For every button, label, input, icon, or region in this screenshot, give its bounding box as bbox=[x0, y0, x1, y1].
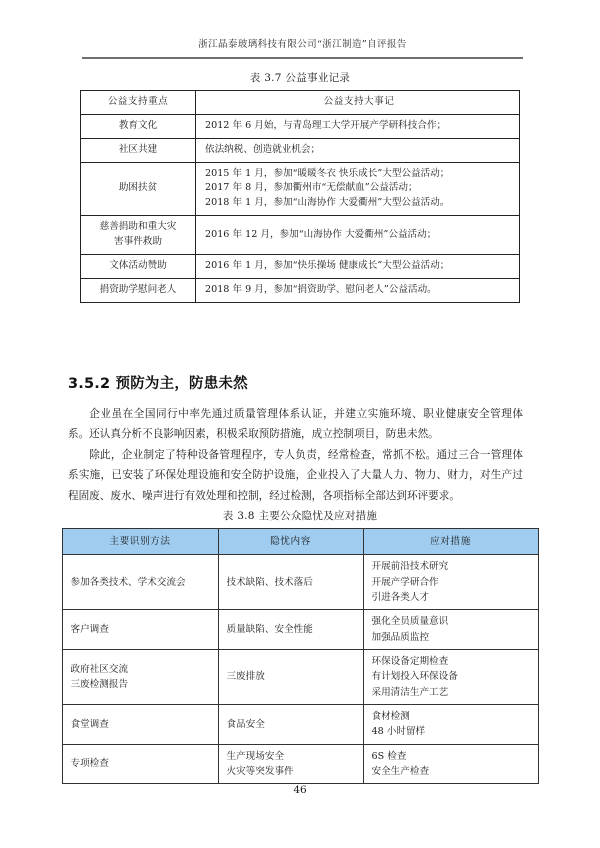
section-heading: 3.5.2 预防为主，防患未然 bbox=[68, 376, 248, 392]
table-row bbox=[81, 278, 520, 302]
table-37-value bbox=[196, 216, 520, 255]
event-line: 2017 年 8 月，参加衢州市“无偿献血”公益活动； bbox=[205, 182, 418, 194]
table-38-header-concern: 隐忧内容 bbox=[218, 529, 363, 555]
table-37-value bbox=[196, 162, 520, 216]
table-37-header-key: 公益支持重点 bbox=[81, 91, 196, 115]
table-38-method bbox=[62, 555, 218, 610]
table-38-measure bbox=[363, 555, 538, 610]
body-paragraph-2-wrap bbox=[68, 445, 523, 506]
table-38-concern bbox=[218, 555, 363, 610]
table-37-value bbox=[196, 114, 520, 138]
table-37-key: 捐资助学慰问老人 bbox=[81, 278, 196, 302]
table-37-caption: 表 3.7 公益事业记录 bbox=[249, 72, 351, 84]
event-line: 依法纳税、创造就业机会； bbox=[205, 143, 321, 155]
method-line: 参加各类技术、学术交流会 bbox=[70, 576, 186, 588]
measure-line: 环保设备定期检查 bbox=[371, 656, 449, 668]
table-row bbox=[81, 114, 520, 138]
concern-line: 质量缺陷、安全性能 bbox=[226, 624, 313, 636]
table-38-method bbox=[62, 744, 218, 784]
event-line: 2012 年 6 月始，与青岛理工大学开展产学研科技合作； bbox=[205, 119, 447, 131]
concern-line: 三废排放 bbox=[226, 671, 265, 683]
concern-line: 食品安全 bbox=[226, 718, 265, 730]
method-line: 政府社区交流 bbox=[70, 663, 129, 675]
table-row bbox=[62, 650, 538, 705]
measure-line: 食材检测 bbox=[371, 711, 410, 723]
table-row bbox=[62, 744, 538, 784]
measure-line: 引进各类人才 bbox=[371, 592, 430, 604]
body-paragraph: 除此，企业制定了特种设备管理程序，专人负责，经常检查，常抓不松。通过三合一管理体系实施，已安装了环保处理设施和安全防护设施，企业投入了大量人力、物力、财力，对生产过程固废、废水、噪声进行有效处理和控制，经过检测，各项指标全部达到环评要求。 bbox=[68, 449, 523, 502]
table-38-concern bbox=[218, 705, 363, 745]
table-38-measure bbox=[363, 610, 538, 650]
event-line: 2015 年 1 月，参加“暖暖冬衣 快乐成长”大型公益活动； bbox=[205, 167, 450, 179]
method-line: 三废检测报告 bbox=[70, 679, 129, 691]
measure-line: 加强品质监控 bbox=[371, 631, 430, 643]
table-38-caption: 表 3.8 主要公众隐忧及应对措施 bbox=[222, 510, 378, 522]
table-38-measure bbox=[363, 650, 538, 705]
table-row bbox=[62, 705, 538, 745]
measure-line: 开展产学研合作 bbox=[371, 576, 439, 588]
table-38-header-measure: 应对措施 bbox=[363, 529, 538, 555]
measure-line: 安全生产检查 bbox=[371, 766, 430, 778]
measure-line: 48 小时留样 bbox=[371, 726, 426, 738]
table-37-key bbox=[81, 216, 196, 255]
header-rule bbox=[82, 57, 523, 59]
table-row bbox=[81, 254, 520, 278]
table-38-section bbox=[0, 508, 600, 784]
table-37-value bbox=[196, 278, 520, 302]
table-38-method bbox=[62, 610, 218, 650]
table-row bbox=[81, 162, 520, 216]
table-37-key: 社区共建 bbox=[81, 138, 196, 162]
event-line: 2018 年 1 月，参加“山海协作 大爱衢州”大型公益活动。 bbox=[205, 197, 450, 209]
event-line: 2016 年 12 月，参加“山海协作 大爱衢州”公益活动； bbox=[205, 228, 437, 240]
table-37-section bbox=[0, 70, 600, 303]
table-37-key-line: 害事件救助 bbox=[114, 236, 162, 248]
table-38-header-method: 主要识别方法 bbox=[62, 529, 218, 555]
table-38-measure bbox=[363, 705, 538, 745]
table-row bbox=[81, 138, 520, 162]
method-line: 专项检查 bbox=[70, 758, 109, 770]
table-38-concern bbox=[218, 610, 363, 650]
table-38-concern bbox=[218, 650, 363, 705]
method-line: 食堂调查 bbox=[70, 718, 109, 730]
table-37-key-line: 慈善捐助和重大灾 bbox=[99, 221, 177, 233]
table-37-key: 文体活动赞助 bbox=[81, 254, 196, 278]
table-37-key: 助困扶贫 bbox=[81, 162, 196, 216]
table-37-value bbox=[196, 254, 520, 278]
event-line: 2018 年 9 月，参加“捐资助学、慰问老人”公益活动。 bbox=[205, 283, 437, 295]
table-row bbox=[62, 529, 538, 555]
measure-line: 6S 检查 bbox=[371, 750, 407, 762]
measure-line: 强化全员质量意识 bbox=[371, 616, 449, 628]
table-38-concern bbox=[218, 744, 363, 784]
table-37-header-value: 公益支持大事记 bbox=[196, 91, 520, 115]
concern-line: 生产现场安全 bbox=[226, 750, 285, 762]
body-paragraph: 企业虽在全国同行中率先通过质量管理体系认证，并建立实施环境、职业健康安全管理体系。还认真分析不良影响因素，积极采取预防措施，成立控制项目，防患未然。 bbox=[68, 408, 523, 441]
body-paragraph-1-wrap bbox=[68, 404, 523, 445]
page-number: 46 bbox=[293, 784, 307, 796]
concern-line: 技术缺陷、技术落后 bbox=[226, 576, 313, 588]
table-row bbox=[62, 610, 538, 650]
measure-line: 有计划投入环保设备 bbox=[371, 671, 458, 683]
event-line: 2016 年 1 月，参加“快乐操场 健康成长”大型公益活动； bbox=[205, 259, 450, 271]
table-38-method bbox=[62, 705, 218, 745]
table-row bbox=[62, 555, 538, 610]
measure-line: 开展前沿技术研究 bbox=[371, 561, 449, 573]
table-38 bbox=[62, 528, 539, 784]
method-line: 客户调查 bbox=[70, 624, 109, 636]
concern-line: 火灾等突发事件 bbox=[226, 766, 294, 778]
table-37 bbox=[80, 90, 520, 303]
table-row bbox=[81, 91, 520, 115]
table-38-measure bbox=[363, 744, 538, 784]
table-37-value bbox=[196, 138, 520, 162]
table-37-key: 教育文化 bbox=[81, 114, 196, 138]
table-38-method bbox=[62, 650, 218, 705]
measure-line: 采用清洁生产工艺 bbox=[371, 686, 449, 698]
running-header: 浙江晶泰玻璃科技有限公司“浙江制造”自评报告 bbox=[198, 39, 407, 50]
table-row bbox=[81, 216, 520, 255]
